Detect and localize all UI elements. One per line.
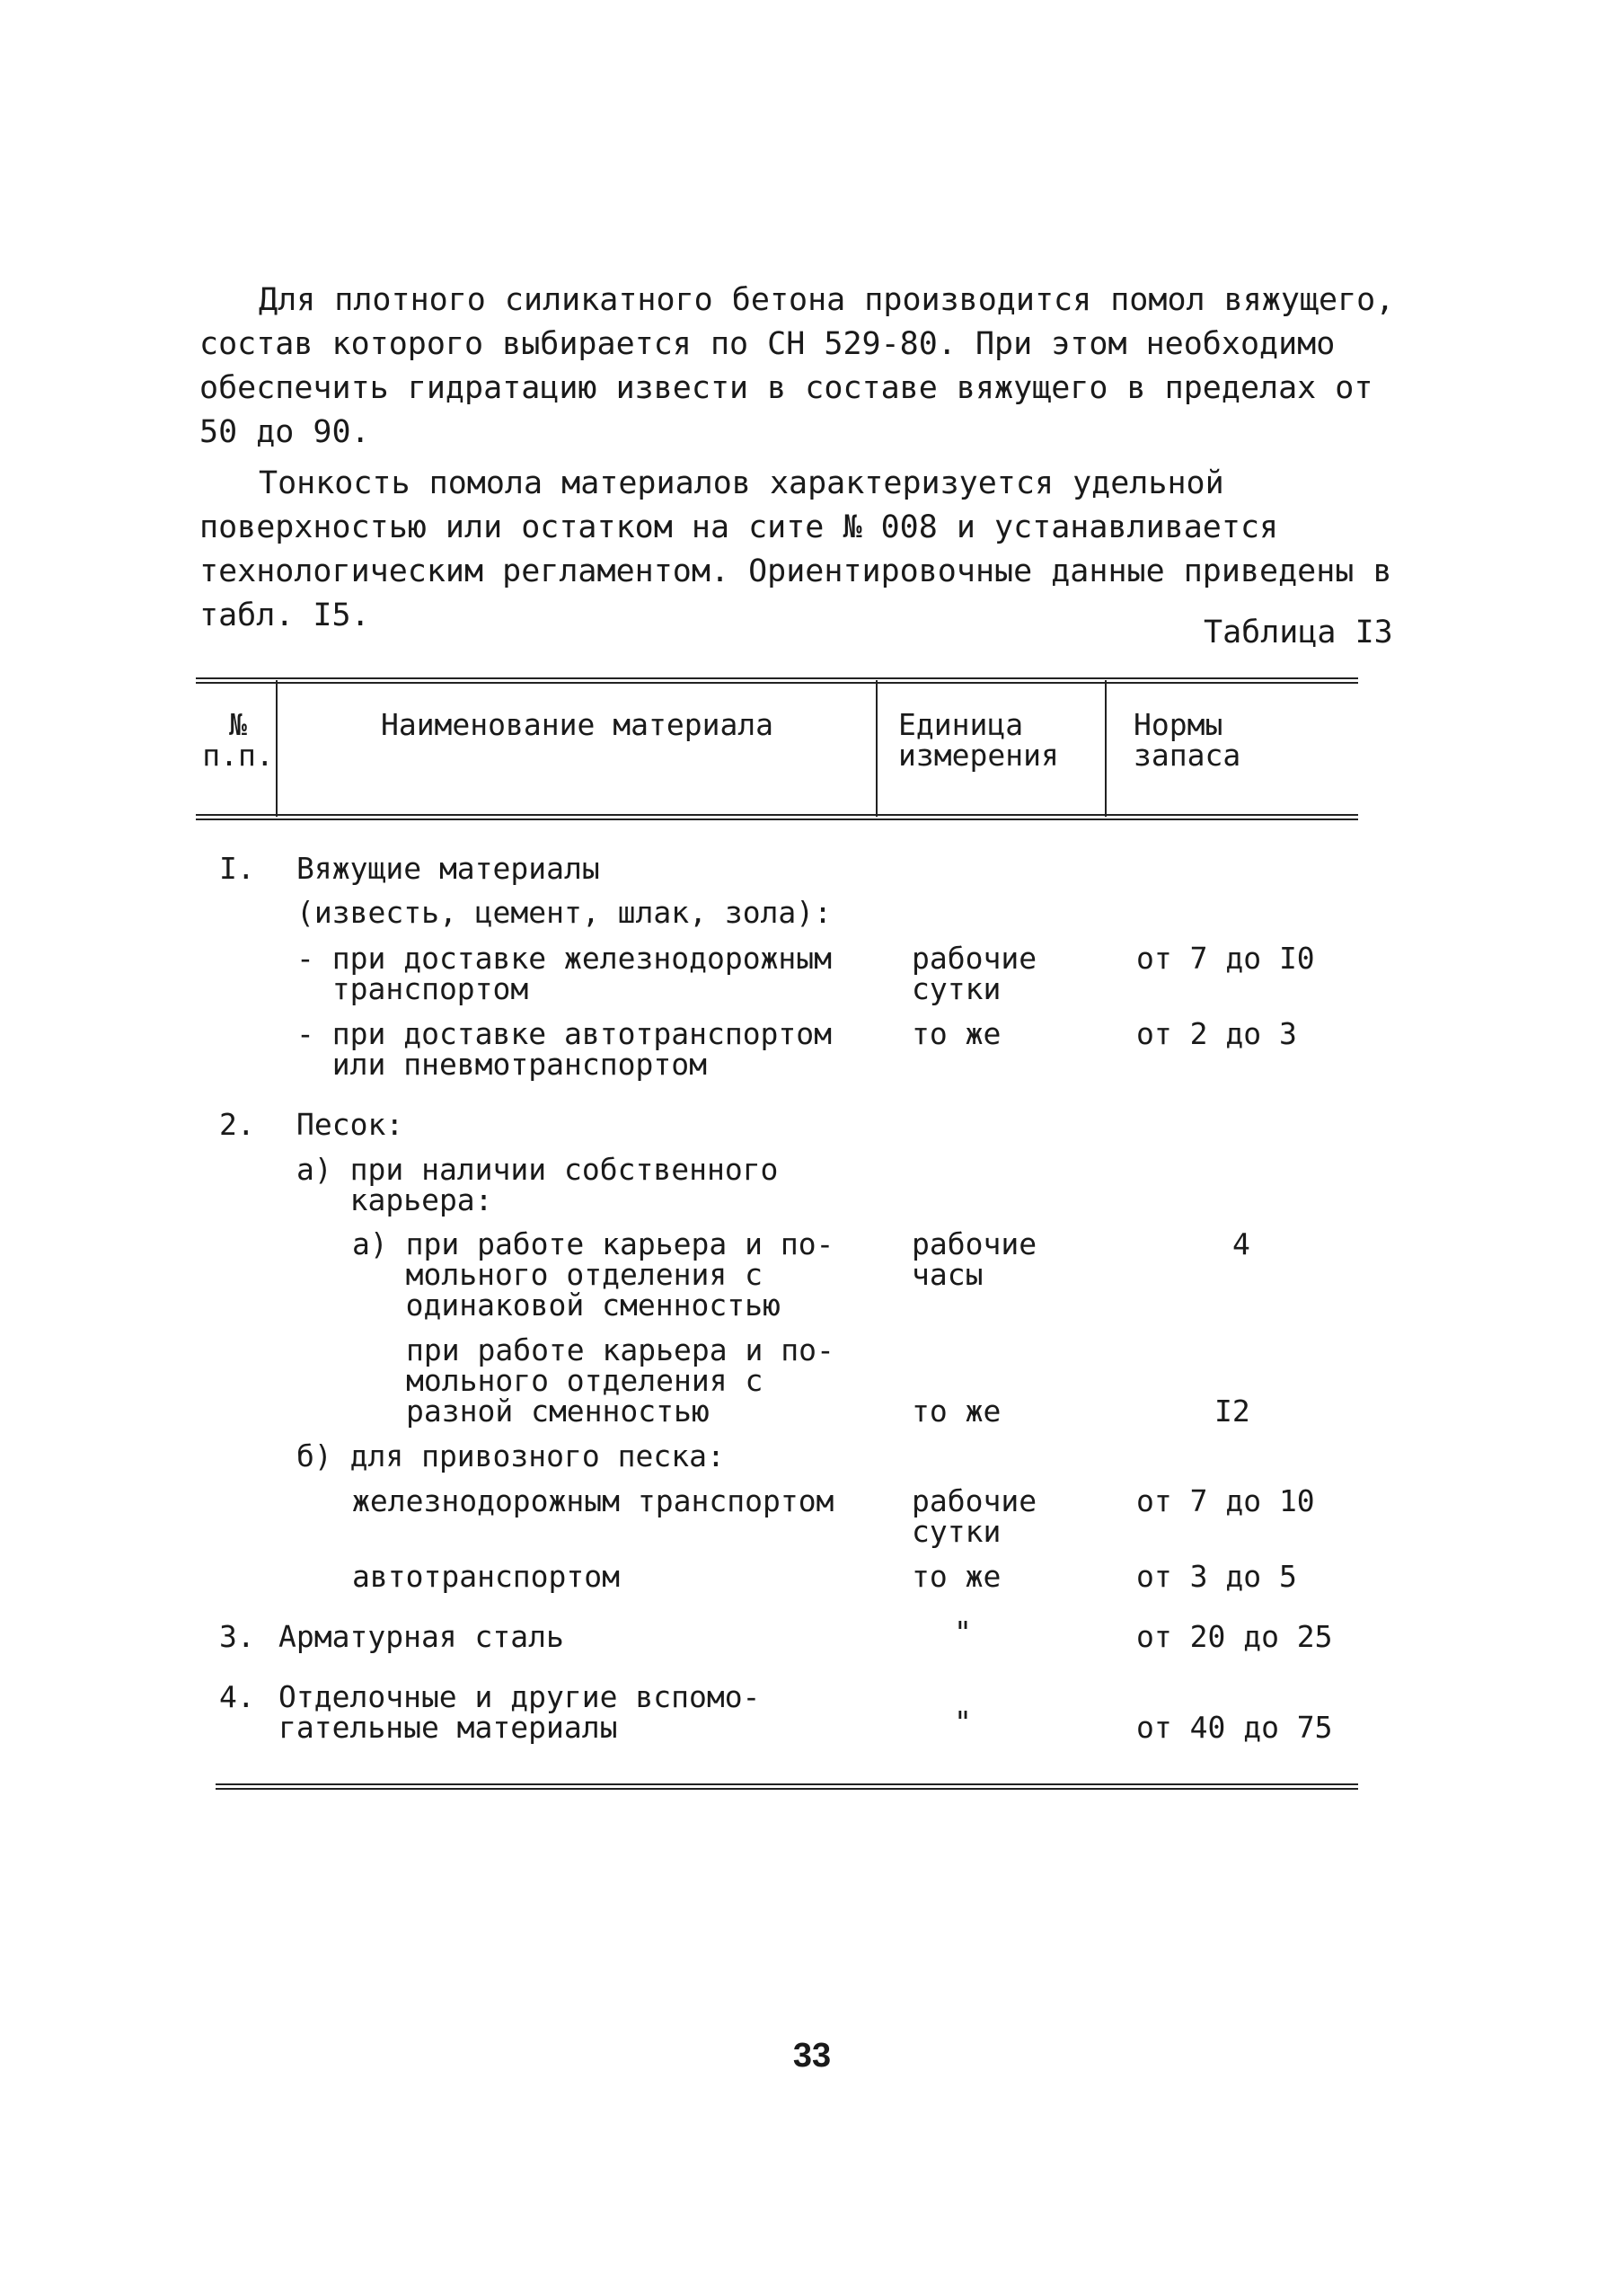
header-name: Наименование материала [380, 707, 774, 742]
table-bottom-rule [216, 1783, 1358, 1785]
row-name: или пневмотранспортом [296, 1047, 707, 1082]
row-norm: от 40 до 75 [1136, 1710, 1333, 1745]
row-norm: I2 [1214, 1394, 1250, 1429]
row-name: (известь, цемент, шлак, зола): [296, 895, 833, 930]
header-num: № п.п. [202, 707, 274, 773]
row-name: одинаковой сменностью [352, 1287, 781, 1323]
row-name: мольного отделения с [406, 1363, 763, 1398]
row-name: железнодорожным транспортом [352, 1483, 834, 1518]
row-name: - при доставке автотранспортом [296, 1016, 833, 1051]
row-name: при работе карьера и по- [406, 1332, 834, 1367]
header-unit: Единица измерения [898, 707, 1059, 773]
paragraph-1: Для плотного силикатного бетона производится помол вяжущего, состав которого выбирается по СН 529-80. При этом необходимо обеспечить гидратацию извести в составе вяжущего в пределах от 50 до 90. [199, 282, 1395, 450]
row-norm: 4 [1232, 1226, 1250, 1261]
page-number: 33 [792, 2037, 832, 2075]
row-num: I. [219, 851, 255, 886]
row-name: Отделочные и другие вспомо- [278, 1679, 761, 1714]
row-name: - при доставке железнодорожным [296, 941, 833, 976]
row-unit: рабочие [912, 1226, 1037, 1261]
row-unit: " [954, 1704, 972, 1739]
row-num: 3. [219, 1619, 255, 1654]
row-num: 4. [219, 1679, 255, 1714]
header-divider-2 [876, 680, 878, 817]
table-header-rule [196, 814, 1358, 816]
header-norm: Нормы запаса [1134, 707, 1241, 773]
row-unit: рабочие [912, 1483, 1037, 1518]
paragraph-2: Тонкость помола материалов характеризуется удельной поверхностью или остатком на сите № 008 и устанавливается технологическим регламентом. Ориентировочные данные приведены в табл. I5. [199, 465, 1392, 633]
row-unit: " [954, 1615, 972, 1650]
row-name: мольного отделения с [352, 1257, 763, 1292]
header-divider-1 [276, 680, 278, 817]
row-name: транспортом [296, 971, 529, 1006]
row-norm: от 7 до I0 [1136, 941, 1315, 976]
row-name: карьера: [296, 1182, 493, 1217]
row-unit: то же [912, 1394, 1002, 1429]
row-name: гательные материалы [278, 1710, 618, 1745]
row-norm: от 20 до 25 [1136, 1619, 1333, 1654]
row-name: разной сменностью [406, 1394, 710, 1429]
row-name: Вяжущие материалы [296, 851, 600, 886]
row-norm: от 7 до 10 [1136, 1483, 1315, 1518]
row-name: а) при наличии собственного [296, 1152, 779, 1187]
header-divider-3 [1105, 680, 1107, 817]
row-name: б) для привозного песка: [296, 1438, 725, 1473]
row-norm: от 3 до 5 [1136, 1559, 1297, 1594]
row-name: Арматурная сталь [278, 1619, 564, 1654]
table-top-rule [196, 677, 1358, 679]
row-num: 2. [219, 1107, 255, 1142]
table-caption: Таблица I3 [1204, 615, 1393, 650]
row-name: автотранспортом [352, 1559, 621, 1594]
row-unit: то же [912, 1559, 1002, 1594]
row-unit: рабочие [912, 941, 1037, 976]
row-unit: часы [912, 1257, 984, 1292]
row-name: Песок: [296, 1107, 404, 1142]
row-norm: от 2 до 3 [1136, 1016, 1297, 1051]
row-unit: то же [912, 1016, 1002, 1051]
row-name: а) при работе карьера и по- [352, 1226, 834, 1261]
row-unit: сутки [912, 1514, 1002, 1549]
row-unit: сутки [912, 971, 1002, 1006]
